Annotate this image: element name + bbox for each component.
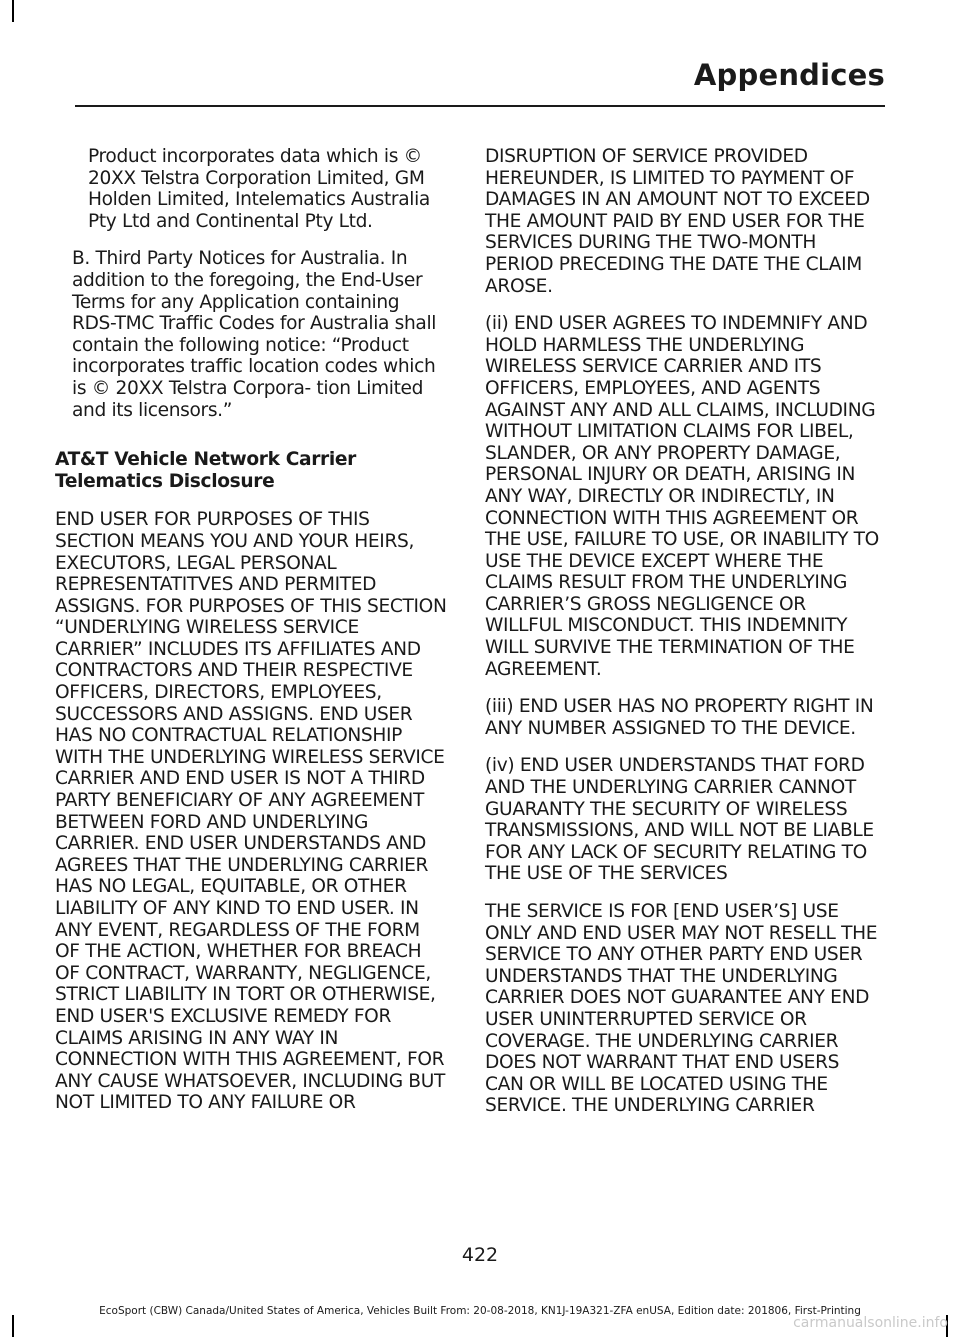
section-heading: AT&T Vehicle Network Carrier Telematics Disclosure (55, 449, 356, 492)
paragraph-service-use: THE SERVICE IS FOR [END USER’S] USE ONLY AND END USER MAY NOT RESELL THE SERVICE TO ANY OTHER PARTY END USER UNDERSTANDS THAT THE UNDERLYING CARRIER DOES NOT GUARANTEE ANY END USER UNINTERRUPTED SERVICE OR COVERAGE. THE UNDERLYING CARRIER DOES NOT WARRANT THAT END USERS CAN OR WILL BE LOCATED USING THE SERVICE. THE UNDERLYING CARRIER (485, 901, 878, 1117)
crop-mark-top-left (12, 0, 14, 22)
watermark: carmanualsonline.info (793, 1315, 948, 1331)
page-title: Appendices (693, 58, 885, 92)
crop-mark-bottom-left (12, 1315, 14, 1337)
right-column (485, 146, 880, 1133)
header-divider (75, 105, 885, 107)
paragraph-third-party-notices: B. Third Party Notices for Australia. In addition to the foregoing, the End-User Terms for any Application containing RDS-TMC Traffic Codes for Australia shall contain the following notice: “Product incorporates traffic location codes which is © 20XX Telstra Corpora- tion Limited and its licensors.” (72, 248, 437, 421)
paragraph-indemnify: (ii) END USER AGREES TO INDEMNIFY AND HOLD HARMLESS THE UNDERLYING WIRELESS SERVICE CARRIER AND ITS OFFICERS, EMPLOYEES, AND AGENTS AGAINST ANY AND ALL CLAIMS, INCLUDING WITHOUT LIMITATION CLAIMS FOR LIBEL, SLANDER, OR ANY PROPERTY DAMAGE, PERSONAL INJURY OR DEATH, ARISING IN ANY WAY, DIRECTLY OR INDIRECTLY, IN CONNECTION WITH THIS AGREEMENT OR THE USE, FAILURE TO USE, OR INABILITY TO USE THE DEVICE EXCEPT WHERE THE CLAIMS RESULT FROM THE UNDERLYING CARRIER’S GROSS NEGLIGENCE OR WILLFUL MISCONDUCT. THIS INDEMNITY WILL SURVIVE THE TERMINATION OF THE AGREEMENT. (485, 313, 879, 680)
paragraph-property-right: (iii) END USER HAS NO PROPERTY RIGHT IN ANY NUMBER ASSIGNED TO THE DEVICE. (485, 696, 874, 739)
edition-footer: EcoSport (CBW) Canada/United States of America, Vehicles Built From: 20-08-2018, KN1J-19A321-ZFA enUSA, Edition date: 201806, First-Printing (99, 1305, 861, 1317)
paragraph-end-user: END USER FOR PURPOSES OF THIS SECTION MEANS YOU AND YOUR HEIRS, EXECUTORS, LEGAL PERSONAL REPRESENTATITVES AND PERMITED ASSIGNS. FOR PURPOSES OF THIS SECTION “UNDERLYING WIRELESS SERVICE CARRIER” INCLUDES ITS AFFILIATES AND CONTRACTORS AND THEIR RESPECTIVE OFFICERS, DIRECTORS, EMPLOYEES, SUCCESSORS AND ASSIGNS. END USER HAS NO CONTRACTUAL RELATIONSHIP WITH THE UNDERLYING WIRELESS SERVICE CARRIER AND END USER IS NOT A THIRD PARTY BENEFICIARY OF ANY AGREEMENT BETWEEN FORD AND UNDERLYING CARRIER. END USER UNDERSTANDS AND AGREES THAT THE UNDERLYING CARRIER HAS NO LEGAL, EQUITABLE, OR OTHER LIABILITY OF ANY KIND TO END USER. IN ANY EVENT, REGARDLESS OF THE FORM OF THE ACTION, WHETHER FOR BREACH OF CONTRACT, WARRANTY, NEGLIGENCE, STRICT LIABILITY IN TORT OR OTHERWISE, END USER'S EXCLUSIVE REMEDY FOR CLAIMS ARISING IN ANY WAY IN CONNECTION WITH THIS AGREEMENT, FOR ANY CAUSE WHATSOEVER, INCLUDING BUT NOT LIMITED TO ANY FAILURE OR (55, 509, 447, 1114)
left-column (55, 146, 447, 1130)
paragraph-product-data: Product incorporates data which is © 20XX Telstra Corporation Limited, GM Holden Limited, Intelematics Australia Pty Ltd and Continental Pty Ltd. (88, 146, 430, 232)
paragraph-disruption: DISRUPTION OF SERVICE PROVIDED HEREUNDER, IS LIMITED TO PAYMENT OF DAMAGES IN AN AMOUNT NOT TO EXCEED THE AMOUNT PAID BY END USER FOR THE SERVICES DURING THE TWO-MONTH PERIOD PRECEDING THE DATE THE CLAIM AROSE. (485, 146, 870, 297)
page-number: 422 (461, 1244, 499, 1266)
paragraph-security: (iv) END USER UNDERSTANDS THAT FORD AND THE UNDERLYING CARRIER CANNOT GUARANTY THE SECURITY OF WIRELESS TRANSMISSIONS, AND WILL NOT BE LIABLE FOR ANY LACK OF SECURITY RELATING TO THE USE OF THE SERVICES (485, 755, 874, 885)
